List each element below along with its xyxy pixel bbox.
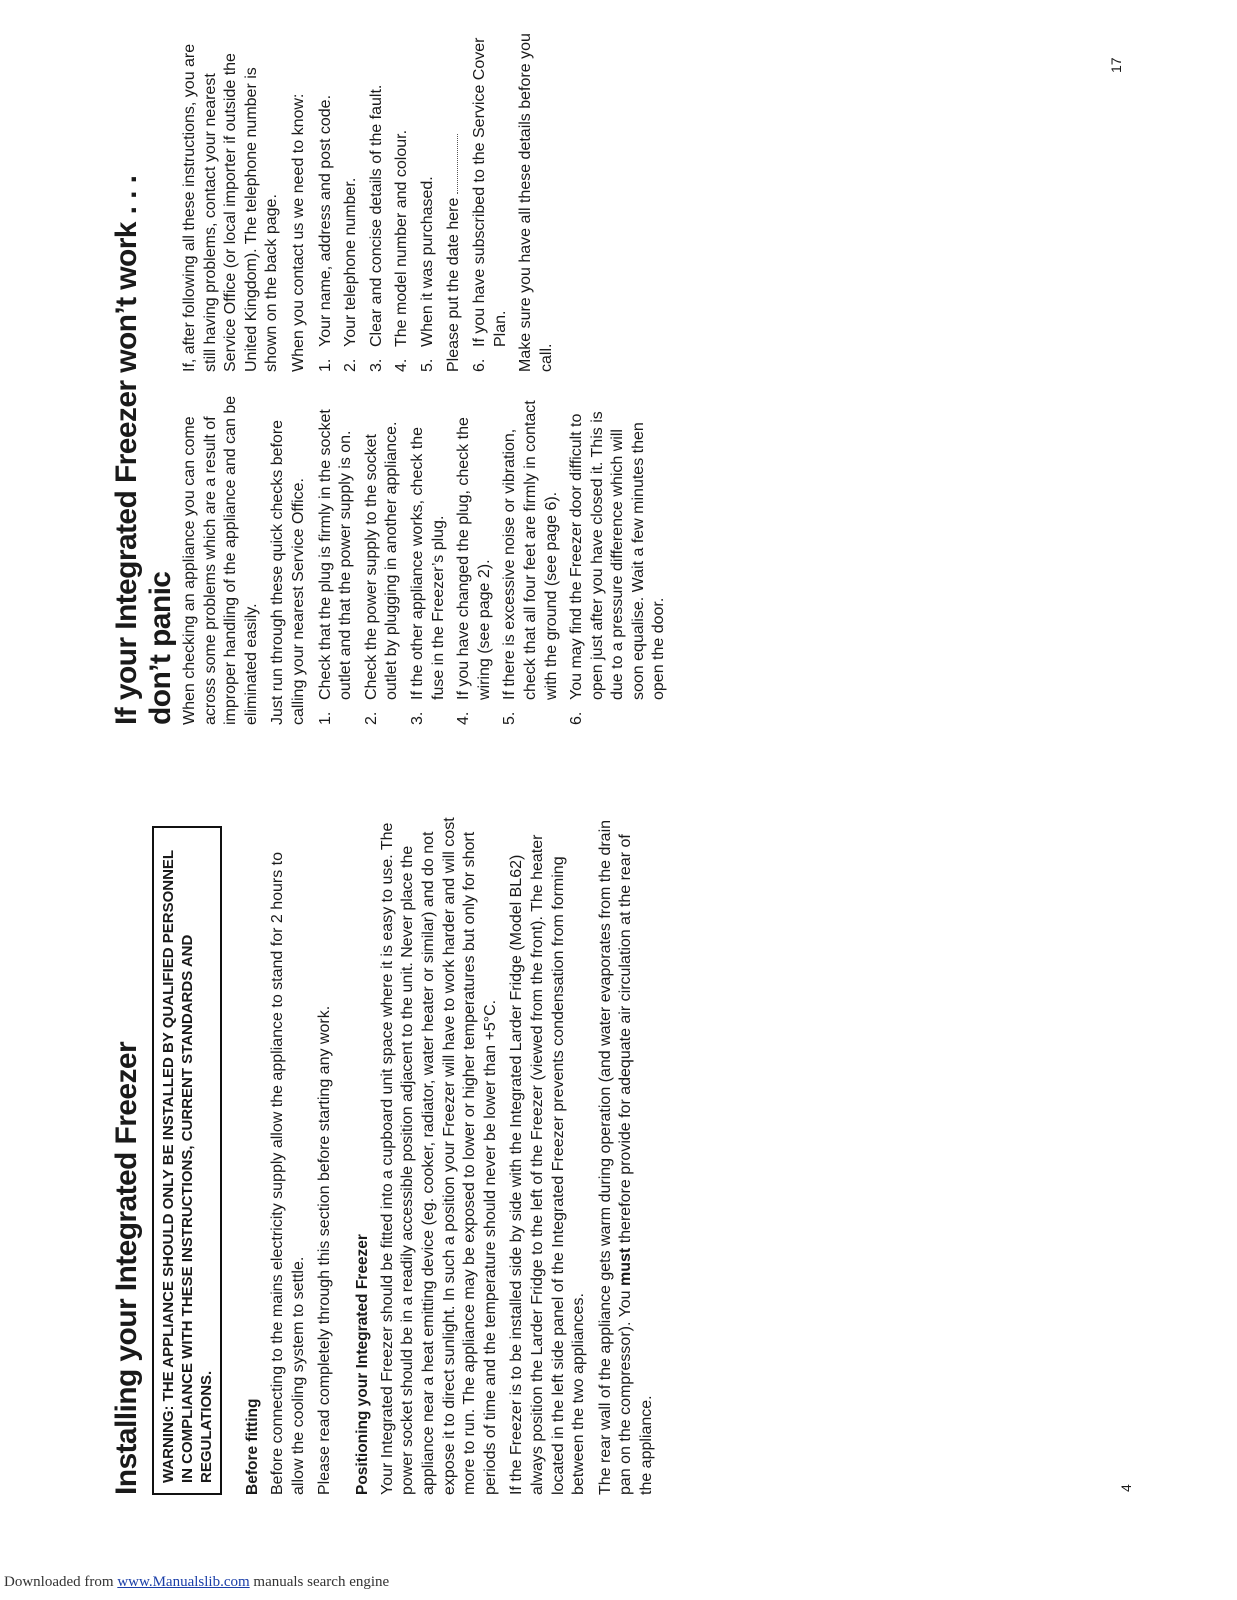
right-page-title <box>110 75 178 725</box>
positioning-heading: Positioning your Integrated Freezer <box>353 1234 371 1495</box>
list-item: 2. Your telephone number. <box>342 177 360 372</box>
date-dotted-line <box>457 134 458 194</box>
footer-prefix: Downloaded from <box>4 1574 118 1590</box>
intro-paragraph: When checking an appliance you can come across some problems which are a result of improper handling of the appliance and can be eliminated easily. <box>181 395 260 725</box>
right-title-line-1: If your Integrated Freezer won’t work . . . <box>110 175 143 725</box>
left-page-title: Installing your Integrated Freezer <box>110 1041 143 1495</box>
paragraph-3-start: The rear wall of the appliance gets warm during operation (and water evaporates from the drain pan on the compressor). You <box>596 819 635 1495</box>
quick-checks-paragraph: Just run through these quick checks before calling your nearest Service Office. <box>269 419 307 725</box>
info-list-continued <box>470 27 511 372</box>
checks-list <box>316 395 671 725</box>
list-item: 5. If there is excessive noise or vibration, check that all four feet are firmly in contact with the ground (see page 6). <box>501 400 560 725</box>
list-item: 6. You may find the Freezer door difficult to open just after you have closed it. This is due to a pressure difference which will soon equalise. Wait a few minutes then open the door. <box>568 411 668 725</box>
positioning-paragraph-1: Your Integrated Freezer should be fitted into a cupboard unit space where it is easy to use. The power socket should be in a readily accessible position adjacent to the unit. Never place the appliance near a heat emitting device (eg. cooker, radiator, water heater or similar) and do not expose it to direct sunlight. In such a position your Freezer will have to work harder and will cost more to run. The appliance may be exposed to lower or higher temperatures but only for short periods of time and the temperature should never be lower than +5°C. <box>378 817 499 1495</box>
positioning-paragraph-3 <box>596 815 658 1495</box>
before-fitting-heading: Before fitting <box>244 1398 261 1495</box>
list-item: 6. If you have subscribed to the Service Cover Plan. <box>471 37 509 372</box>
list-item: 5. When it was purchased. <box>418 176 436 372</box>
before-fitting-paragraph-2: Please read completely through this section before starting any work. <box>316 1005 334 1495</box>
left-page <box>110 815 664 1495</box>
list-item: 3. If the other appliance works, check the fuse in the Freezer’s plug. <box>408 426 447 725</box>
list-item: 3. Clear and concise details of the fault. <box>367 84 385 372</box>
right-column-2 <box>180 27 564 372</box>
download-footer <box>4 1574 389 1591</box>
warning-box: WARNING: THE APPLIANCE SHOULD ONLY BE INSTALLED BY QUALIFIED PERSONNEL IN COMPLIANCE WITH THESE INSTRUCTIONS, CURRENT STANDARDS AND REGULATIONS. <box>152 826 222 1495</box>
before-fitting-paragraph-1: Before connecting to the mains electricity supply allow the appliance to stand for 2 hours to allow the cooling system to settle. <box>269 851 307 1495</box>
list-item: 4. The model number and colour. <box>393 129 411 372</box>
positioning-paragraph-2: If the Freezer is to be installed side by side with the Integrated Larder Fridge (Model BL62) always position the Larder Fridge to the left of the Freezer (viewed from the front). The heater located in the left side panel of the Integrated Freezer prevents condensation from forming between the two appliances. <box>508 834 588 1495</box>
manualslib-link[interactable]: www.Manualslib.com <box>117 1574 250 1590</box>
paragraph-3-end: therefore provide for adequate air circulation at the rear of the appliance. <box>617 834 655 1495</box>
paragraph-3-emphasis: must <box>617 1247 635 1286</box>
list-item: 1. Check that the plug is firmly in the socket outlet and that the power supply is on. <box>316 409 355 725</box>
service-paragraph: If, after following all these instructions, you are still having problems, contact your nearest Service Office (or local importer if outside the United Kingdom). The telephone number is shown on the back page. <box>181 43 281 372</box>
list-item: 4. If you have changed the plug, check the wiring (see page 2). <box>455 417 493 725</box>
footer-suffix: manuals search engine <box>249 1574 390 1590</box>
list-item: 2. Check the power supply to the socket outlet by plugging in another appliance. <box>362 421 401 725</box>
date-line: Please put the date here <box>444 27 465 372</box>
right-page-number: 17 <box>1108 57 1124 73</box>
right-column-1 <box>180 395 675 725</box>
list-item: 1. Your name, address and post code. <box>316 94 334 372</box>
info-list <box>316 27 439 372</box>
right-title-line-2: don’t panic <box>144 571 177 725</box>
contact-paragraph: When you contact us we need to know: <box>289 93 307 372</box>
final-paragraph: Make sure you have all these details before you call. <box>517 33 555 372</box>
left-page-number: 4 <box>1118 1484 1134 1492</box>
